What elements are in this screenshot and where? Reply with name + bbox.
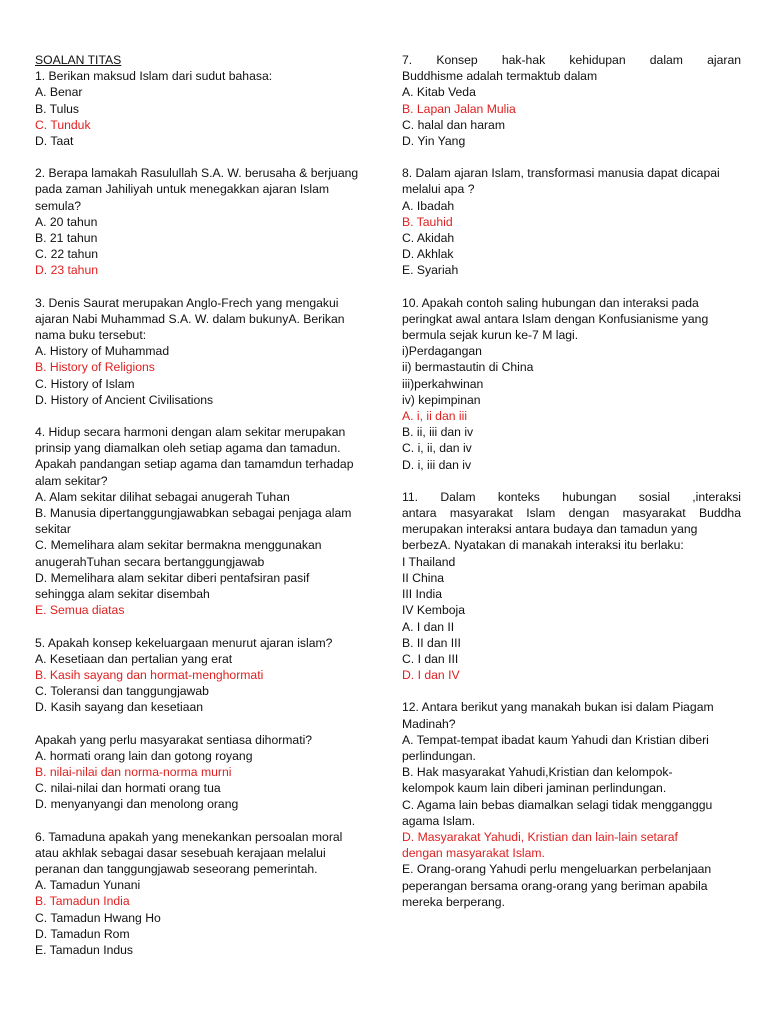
question-1	[35, 68, 377, 149]
option-a: A. Ibadah	[402, 198, 455, 213]
option-b: B. Hak masyarakat Yahudi,Kristian dan kelompok-	[402, 765, 673, 780]
option-c: C. Akidah	[402, 231, 455, 246]
question-stem-line: atau akhlak sebagai dasar sesebuah kerajaan melalui	[35, 845, 326, 860]
question-stem: 1. Berikan maksud Islam dari sudut bahasa:	[35, 69, 273, 84]
option-e: E. Orang-orang Yahudi perlu mengeluarkan perbelanjaan	[402, 862, 712, 877]
option-d-answer: D. 23 tahun	[35, 263, 99, 278]
question-7	[402, 52, 741, 149]
question-5	[35, 635, 377, 716]
option-b-answer: B. Tamadun India	[35, 894, 130, 909]
option-b-answer: B. Tauhid	[402, 214, 453, 229]
question-stem-line: bermula sejak kurun ke-7 M lagi.	[402, 328, 579, 343]
question-stem-line: peranan dan tanggungjawab seseorang pemerintah.	[35, 861, 318, 876]
option-c: C. Tamadun Hwang Ho	[35, 910, 161, 925]
question-stem-line: Apakah pandangan setiap agama dan tamamdun terhadap	[35, 457, 354, 472]
question-12	[402, 699, 741, 910]
option-b: B. 21 tahun	[35, 231, 98, 246]
option-d: D. History of Ancient Civilisations	[35, 392, 214, 407]
option-c-answer: C. Tunduk	[35, 117, 91, 132]
option-c-cont: anugerahTuhan secara bertanggungjawab	[35, 554, 265, 569]
question-stem-line: berbezA. Nyatakan di manakah interaksi itu berlaku:	[402, 538, 684, 553]
question-stem-line: 4. Hidup secara harmoni dengan alam sekitar merupakan	[35, 425, 346, 440]
question-stem-line: merupakan interaksi antara budaya dan tamadun yang	[402, 522, 698, 537]
option-c: C. i, ii, dan iv	[402, 441, 472, 456]
option-d-answer: D. I dan IV	[402, 668, 460, 683]
option-e: E. Tamadun Indus	[35, 942, 134, 957]
statement-ii: II China	[402, 570, 445, 585]
option-d: D. Taat	[35, 134, 74, 149]
option-e-answer: E. Semua diatas	[35, 603, 125, 618]
option-c: C. halal dan haram	[402, 117, 505, 132]
question-4	[35, 424, 377, 618]
option-d-answer: D. Masyarakat Yahudi, Kristian dan lain-lain setaraf	[402, 829, 678, 844]
option-a: A. Tempat-tempat ibadat kaum Yahudi dan Kristian diberi	[402, 732, 709, 747]
option-c: C. 22 tahun	[35, 247, 99, 262]
page-title: SOALAN TITAS	[35, 53, 122, 67]
option-d-cont: sehingga alam sekitar disembah	[35, 587, 210, 602]
option-d: D. menyanyangi dan menolong orang	[35, 797, 239, 812]
question-stem-line: antara masyarakat Islam dengan masyarakat Buddha	[402, 506, 741, 521]
option-a: A. Benar	[35, 85, 83, 100]
question-stem-line: semula?	[35, 198, 82, 213]
option-d: D. Yin Yang	[402, 134, 466, 149]
question-stem-line: 7. Konsep hak-hak kehidupan dalam ajaran	[402, 53, 741, 67]
option-c: C. Toleransi dan tanggungjawab	[35, 684, 209, 699]
option-c: C. nilai-nilai dan hormati orang tua	[35, 781, 221, 796]
option-d: D. i, iii dan iv	[402, 457, 472, 472]
question-stem-line: Buddhisme adalah termaktub dalam	[402, 69, 598, 84]
option-b-cont: kelompok kaum lain diberi jaminan perlindungan.	[402, 781, 667, 796]
option-d: D. Memelihara alam sekitar diberi pentafsiran pasif	[35, 570, 310, 585]
option-d: D. Tamadun Rom	[35, 926, 130, 941]
option-e: E. Syariah	[402, 263, 459, 278]
question-stem-line: pada zaman Jahiliyah untuk menegakkan ajaran Islam	[35, 182, 330, 197]
question-2	[35, 165, 377, 278]
option-a: A. Tamadun Yunani	[35, 878, 141, 893]
question-stem: Apakah yang perlu masyarakat sentiasa dihormati?	[35, 732, 313, 747]
option-a: A. Kesetiaan dan pertalian yang erat	[35, 651, 233, 666]
question-stem-line: 11. Dalam konteks hubungan sosial ,interaksi	[402, 489, 741, 504]
statement-iv: iv) kepimpinan	[402, 392, 481, 407]
option-a-answer: A. i, ii dan iii	[402, 409, 468, 424]
right-column	[402, 52, 741, 926]
question-8	[402, 165, 741, 278]
option-b-answer: B. Lapan Jalan Mulia	[402, 101, 516, 116]
option-c: C. History of Islam	[35, 376, 135, 391]
question-11	[402, 489, 741, 683]
question-stem-line: 8. Dalam ajaran Islam, transformasi manusia dapat dicapai	[402, 166, 720, 181]
question-6	[35, 829, 377, 959]
question-stem-line: 10. Apakah contoh saling hubungan dan interaksi pada	[402, 295, 699, 310]
option-d-answer-cont: dengan masyarakat Islam.	[402, 846, 545, 861]
question-stem-line: 6. Tamaduna apakah yang menekankan persoalan moral	[35, 829, 343, 844]
option-c: C. Agama lain bebas diamalkan selagi tidak mengganggu	[402, 797, 713, 812]
left-column	[35, 52, 377, 974]
option-b: B. ii, iii dan iv	[402, 425, 474, 440]
option-b-answer: B. Kasih sayang dan hormat-menghormati	[35, 667, 264, 682]
statement-i: i)Perdagangan	[402, 344, 482, 359]
question-stem-line: 12. Antara berikut yang manakah bukan isi dalam Piagam	[402, 700, 714, 715]
option-a: A. History of Muhammad	[35, 344, 170, 359]
option-d: D. Akhlak	[402, 247, 454, 262]
option-b: B. Manusia dipertanggungjawabkan sebagai penjaga alam	[35, 506, 352, 521]
question-stem-line: ajaran Nabi Muhammad S.A. W. dalam bukunyA. Berikan	[35, 311, 345, 326]
question-stem-line: Madinah?	[402, 716, 456, 731]
option-b: B. Tulus	[35, 101, 80, 116]
question-stem-line: 3. Denis Saurat merupakan Anglo-Frech yang mengakui	[35, 295, 339, 310]
option-c: C. I dan III	[402, 651, 459, 666]
option-b-cont: sekitar	[35, 522, 71, 537]
question-10	[402, 295, 741, 473]
option-a: A. hormati orang lain dan gotong royang	[35, 748, 253, 763]
statement-iii: III India	[402, 587, 442, 602]
question-stem-line: alam sekitar?	[35, 473, 108, 488]
question-stem-line: 2. Berapa lamakah Rasulullah S.A. W. berusaha & berjuang	[35, 166, 359, 181]
question-5b	[35, 732, 377, 813]
option-e-cont: peperangan bersama orang-orang yang beriman apabila	[402, 878, 708, 893]
statement-iii: iii)perkahwinan	[402, 376, 484, 391]
question-stem-line: peringkat awal antara Islam dengan Konfusianisme yang	[402, 311, 709, 326]
option-c-cont: agama Islam.	[402, 813, 476, 828]
option-b: B. II dan III	[402, 635, 461, 650]
option-a: A. Kitab Veda	[402, 85, 476, 100]
option-e-cont: mereka berperang.	[402, 894, 505, 909]
option-a: A. I dan II	[402, 619, 455, 634]
question-3	[35, 295, 377, 408]
statement-i: I Thailand	[402, 554, 456, 569]
option-a: A. Alam sekitar dilihat sebagai anugerah Tuhan	[35, 489, 290, 504]
option-b-answer: B. History of Religions	[35, 360, 155, 375]
statement-ii: ii) bermastautin di China	[402, 360, 534, 375]
statement-iv: IV Kemboja	[402, 603, 466, 618]
question-stem-line: melalui apa ?	[402, 182, 475, 197]
option-b-answer: B. nilai-nilai dan norma-norma murni	[35, 764, 232, 779]
question-stem-line: nama buku tersebut:	[35, 328, 147, 343]
option-d: D. Kasih sayang dan kesetiaan	[35, 700, 204, 715]
option-a: A. 20 tahun	[35, 214, 98, 229]
question-stem-line: prinsip yang diamalkan oleh setiap agama dan tamadun.	[35, 441, 341, 456]
option-c: C. Memelihara alam sekitar bermakna menggunakan	[35, 538, 322, 553]
option-a-cont: perlindungan.	[402, 748, 476, 763]
question-stem: 5. Apakah konsep kekeluargaan menurut ajaran islam?	[35, 635, 333, 650]
